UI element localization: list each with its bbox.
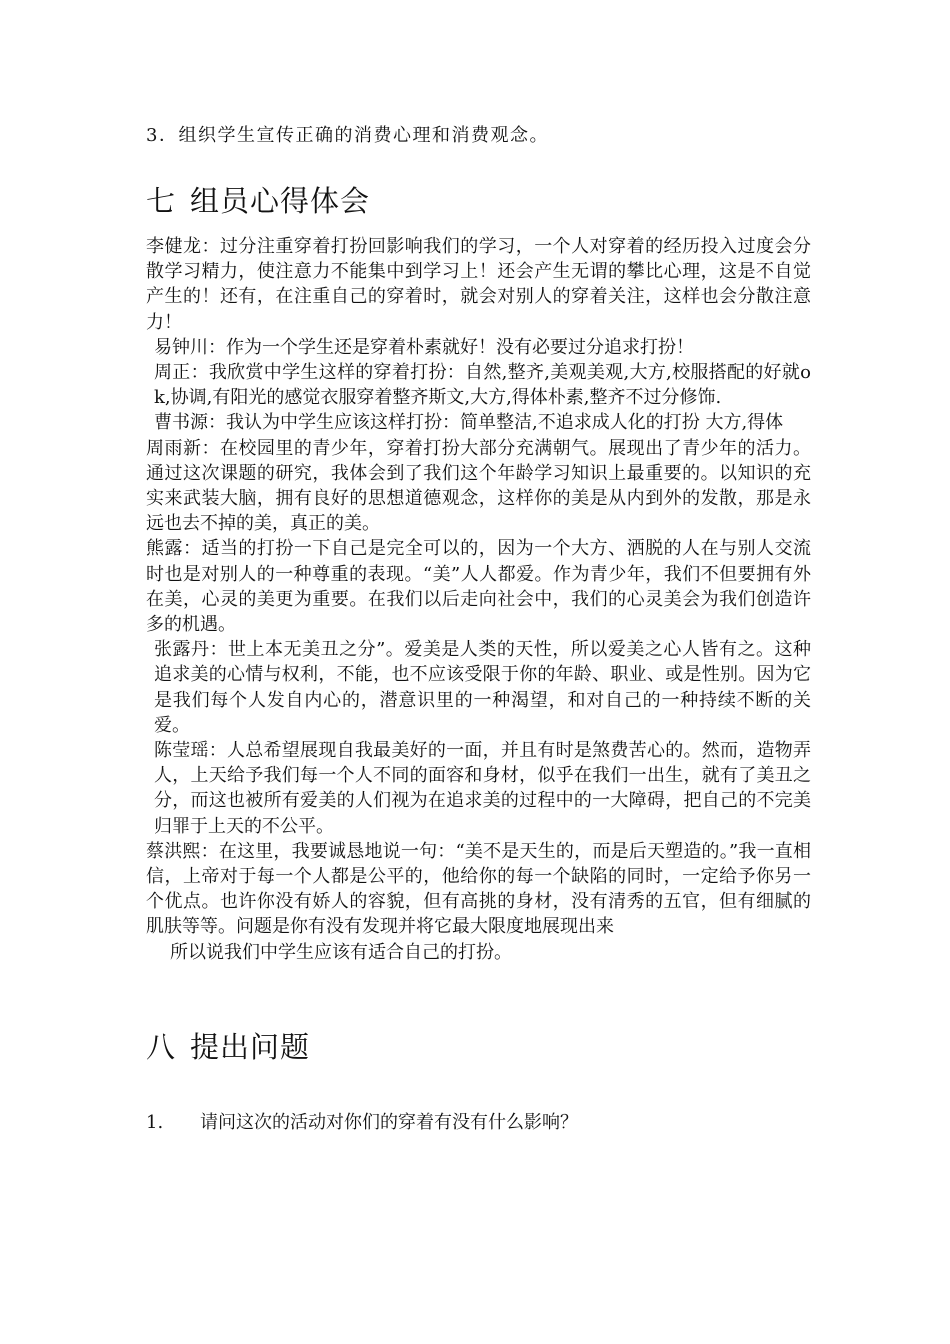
section-heading-8 [146, 1027, 310, 1067]
paragraph-zhou-yuxin: 周雨新：在校园里的青少年，穿着打扮大部分充满朝气。展现出了青少年的活力。通过这次课题的研究，我体会到了我们这个年龄学习知识上最重要的。以知识的充实来武装大脑，拥有良好的思想道德观念，这样你的美是从内到外的发散，那是永远也去不掉的美，真正的美。 [146, 437, 811, 535]
reflections-body [146, 234, 811, 965]
section-number: 七 [146, 184, 177, 218]
paragraph-cao-shuyuan: 曹书源：我认为中学生应该这样打扮：简单整洁,不追求成人化的打扮 大方,得体 [154, 412, 784, 434]
paragraph-li-jianlong: 李健龙：过分注重穿着打扮回影响我们的学习，一个人对穿着的经历投入过度会分散学习精力，使注意力不能集中到学习上！还会产生无谓的攀比心理，这是不自觉产生的！还有，在注重自己的穿着时，就会对别人的穿着关注，这样也会分散注意力！ [146, 236, 811, 333]
paragraph-chen-yingyao: 陈莹瑶：人总希望展现自我最美好的一面，并且有时是煞费苦心的。然而，造物弄人，上天给予我们每一个人不同的面容和身材，似乎在我们一出生，就有了美丑之分，而这也被所有爱美的人们视为在追求美的过程中的一大障碍，把自己的不完美归罪于上天的不公平。 [154, 740, 811, 837]
paragraph-zhou-zheng: 周正：我欣赏中学生这样的穿着打扮：自然,整齐,美观美观,大方,校服搭配的好就ok,协调,有阳光的感觉衣服穿着整齐斯文,大方,得体朴素,整齐不过分修饰. [154, 362, 811, 409]
section-title: 组员心得体会 [190, 184, 371, 218]
question-text: 请问这次的活动对你们的穿着有没有什么影响？ [200, 1112, 578, 1133]
question-item-1 [146, 1110, 578, 1136]
question-number: 1. [146, 1112, 164, 1133]
paragraph-cai-hongxi: 蔡洪熙：在这里，我要诚恳地说一句：“美不是天生的，而是后天塑造的。”我一直相信，上帝对于每一个人都是公平的，他给你的每一个缺陷的同时，一定给予你另一个优点。也许你没有娇人的容貌，但有高挑的身材，没有清秀的五官，但有细腻的肌肤等等。问题是你有没有发现并将它最大限度地展现出来 [146, 840, 811, 938]
paragraph-xiong-lu: 熊露：适当的打扮一下自己是完全可以的，因为一个大方、洒脱的人在与别人交流时也是对别人的一种尊重的表现。“美”人人都爱。作为青少年，我们不但要拥有外在美，心灵的美更为重要。在我们以后走向社会中，我们的心灵美会为我们创造许多的机遇。 [146, 538, 811, 636]
section-number: 八 [146, 1030, 177, 1064]
paragraph-yi-zhongchuan: 易钟川：作为一个学生还是穿着朴素就好！没有必要过分追求打扮！ [154, 336, 694, 358]
paragraph-conclusion: 所以说我们中学生应该有适合自己的打扮。 [170, 941, 512, 963]
paragraph-zhang-ludan: 张露丹：世上本无美丑之分”。爱美是人类的天性，所以爱美之心人皆有之。这种追求美的心情与权利，不能，也不应该受限于你的年龄、职业、或是性别。因为它是我们每个人发自内心的，潜意识里的一种渴望，和对自己的一种持续不断的关爱。 [154, 639, 811, 736]
list-item-3: 3．组织学生宣传正确的消费心理和消费观念。 [146, 125, 549, 146]
section-heading-7 [146, 181, 370, 221]
section-title: 提出问题 [190, 1030, 311, 1064]
